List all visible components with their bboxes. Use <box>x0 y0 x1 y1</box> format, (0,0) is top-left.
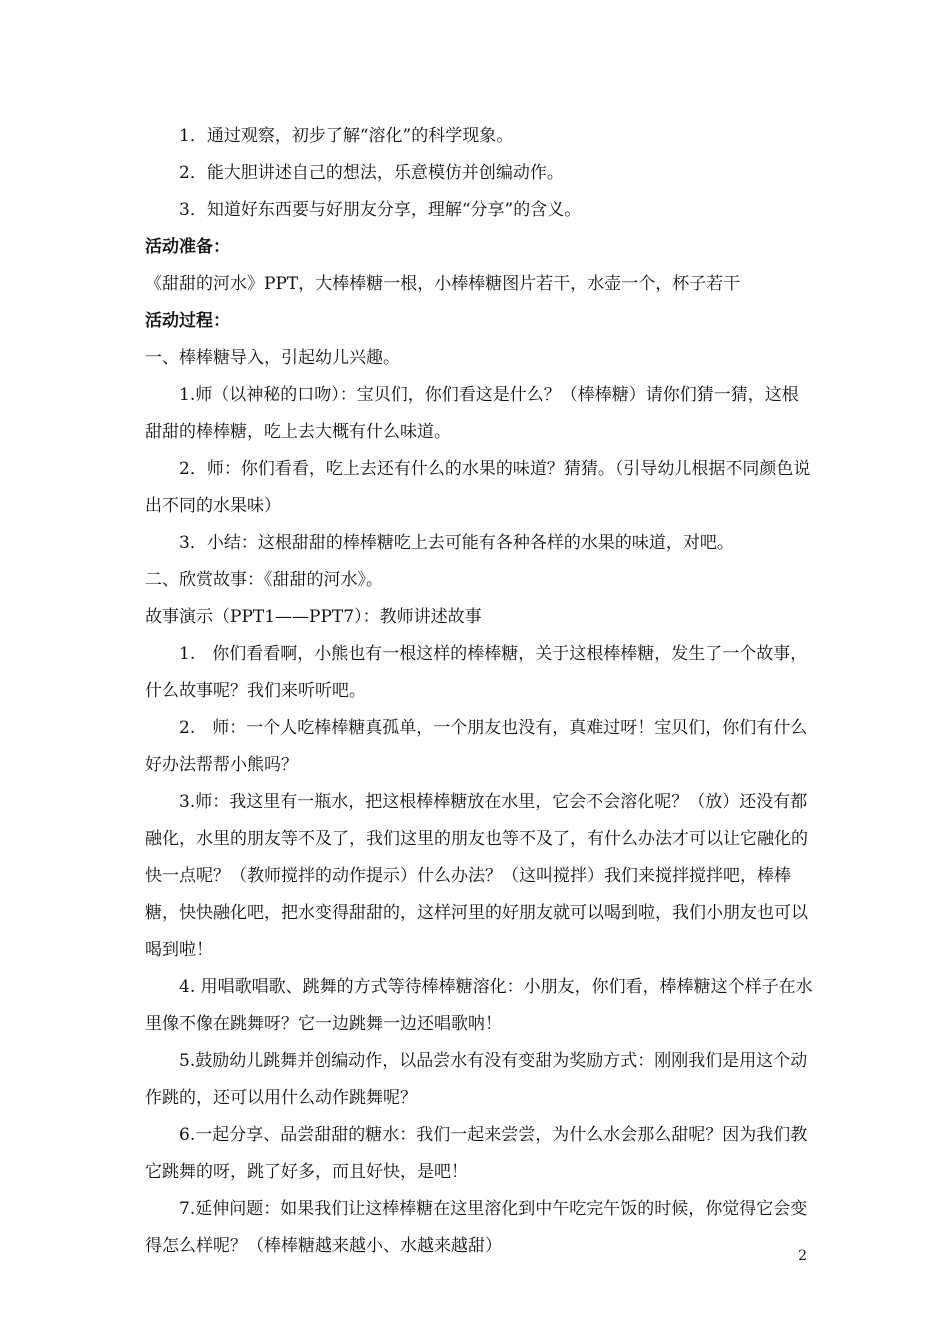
section-1-item-3: 3．小结：这根甜甜的棒棒糖吃上去可能有各种各样的水果的味道，对吧。 <box>179 533 734 553</box>
section-2-item-1: 1. 你们看看啊，小熊也有一根这样的棒棒糖，关于这根棒棒糖，发生了一个故事，什么故事呢？我们来听听吧。 <box>145 644 808 701</box>
section-2-item-7: 7.延伸问题：如果我们让这棒棒糖在这里溶化到中午吃完午饭的时候，你觉得它会变得怎么样呢？（棒棒糖越来越小、水越来越甜） <box>145 1199 808 1256</box>
section-2-item-3: 3.师：我这里有一瓶水，把这根棒棒糖放在水里，它会不会溶化呢？（放）还没有都融化，水里的朋友等不及了，我们这里的朋友也等不及了，有什么办法才可以让它融化的快一点呢？（教师搅拌的动作提示）什么办法？（这叫搅拌）我们来搅拌搅拌吧，棒棒糖，快快融化吧，把水变得甜甜的，这样河里的好朋友就可以喝到啦，我们小朋友也可以喝到啦！ <box>145 792 808 960</box>
page-number: 2 <box>798 1248 807 1264</box>
objective-2: 2．能大胆讲述自己的想法，乐意模仿并创编动作。 <box>179 163 564 183</box>
section-2-item-4: 4. 用唱歌唱歌、跳舞的方式等待棒棒糖溶化：小朋友，你们看，棒棒糖这个样子在水里像不像在跳舞呀？它一边跳舞一边还唱歌呐！ <box>145 977 813 1034</box>
objective-1: 1．通过观察，初步了解“溶化”的科学现象。 <box>179 126 514 146</box>
section-1-title: 一、棒棒糖导入，引起幼儿兴趣。 <box>145 348 400 368</box>
section-2-item-2: 2. 师：一个人吃棒棒糖真孤单，一个朋友也没有，真难过呀！宝贝们，你们有什么好办法帮帮小熊吗？ <box>145 718 808 775</box>
process-heading: 活动过程： <box>145 311 230 331</box>
document-body <box>145 118 813 1265</box>
preparation-heading: 活动准备： <box>145 237 230 257</box>
section-1-item-2: 2．师：你们看看，吃上去还有什么的水果的味道？猜猜。（引导幼儿根据不同颜色说出不同的水果味） <box>145 459 811 516</box>
objective-3: 3．知道好东西要与好朋友分享，理解“分享”的含义。 <box>179 200 582 220</box>
section-2-item-5: 5.鼓励幼儿跳舞并创编动作，以品尝水有没有变甜为奖励方式：刚刚我们是用这个动作跳的，还可以用什么动作跳舞呢？ <box>145 1051 808 1108</box>
section-2-title: 二、欣赏故事：《甜甜的河水》。 <box>145 570 383 590</box>
section-2-subtitle: 故事演示（PPT1——PPT7）：教师讲述故事 <box>145 607 482 627</box>
section-1-item-1: 1.师（以神秘的口吻）：宝贝们，你们看这是什么？（棒棒糖）请你们猜一猜，这根甜甜的棒棒糖，吃上去大概有什么味道。 <box>145 385 799 442</box>
preparation-text: 《甜甜的河水》PPT，大棒棒糖一根，小棒棒糖图片若干，水壶一个，杯子若干 <box>145 274 741 294</box>
section-2-item-6: 6.一起分享、品尝甜甜的糖水：我们一起来尝尝，为什么水会那么甜呢？因为我们教它跳舞的呀，跳了好多，而且好快，是吧！ <box>145 1125 808 1182</box>
